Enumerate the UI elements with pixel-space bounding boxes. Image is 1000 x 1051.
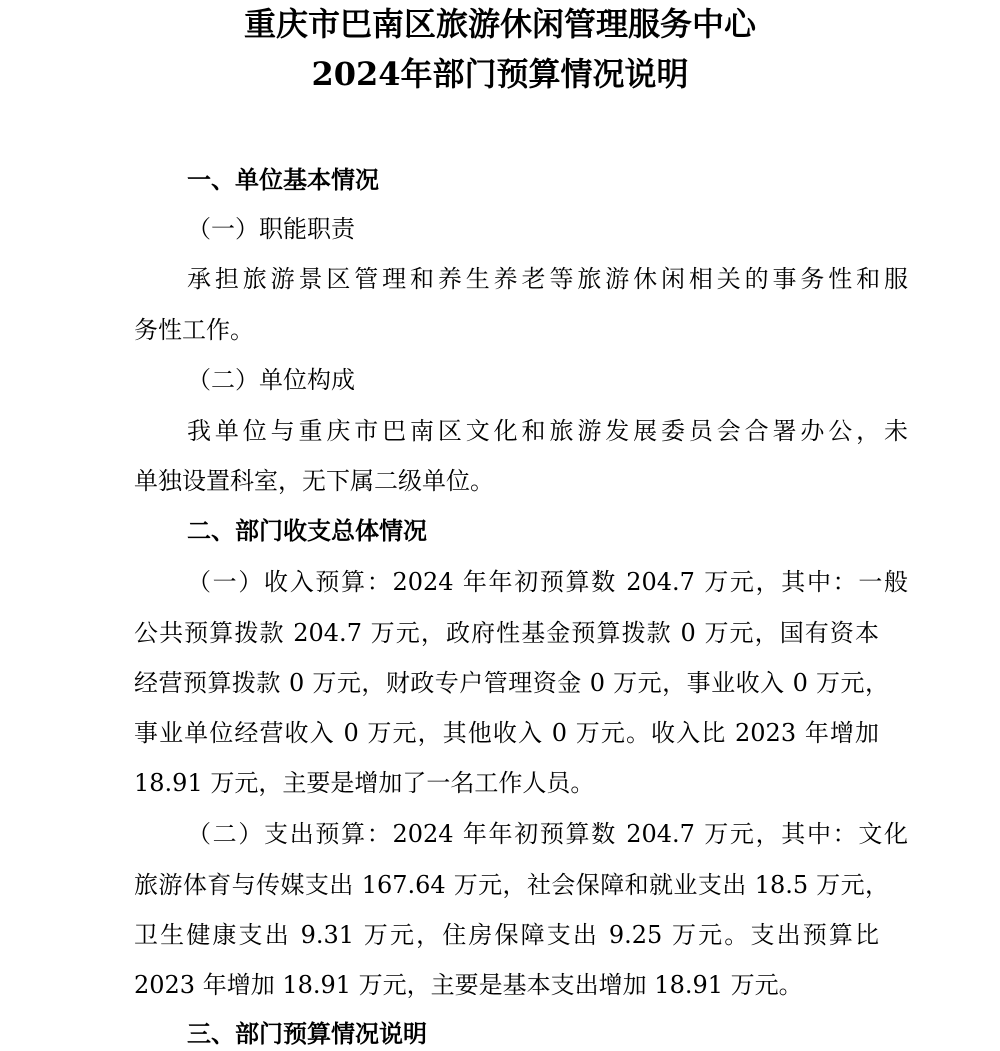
paragraph-line: 我单位与重庆市巴南区文化和旅游发展委员会合署办公，未 [187, 417, 908, 445]
document-title-line-1: 重庆市巴南区旅游休闲管理服务中心 [243, 5, 756, 43]
paragraph-line: 事业单位经营收入 0 万元，其他收入 0 万元。收入比 2023 年增加 [134, 719, 879, 747]
paragraph-line: 卫生健康支出 9.31 万元，住房保障支出 9.25 万元。支出预算比 [134, 921, 879, 949]
paragraph-line: （二）支出预算：2024 年年初预算数 204.7 万元，其中：文化 [187, 820, 908, 848]
document-title-line-2: 2024年部门预算情况说明 [311, 55, 689, 93]
section-heading-2: 二、部门收支总体情况 [187, 516, 427, 545]
paragraph-line: （一）收入预算：2024 年年初预算数 204.7 万元，其中：一般 [187, 568, 908, 596]
paragraph-line: 2023 年增加 18.91 万元，主要是基本支出增加 18.91 万元。 [134, 971, 803, 999]
subsection-heading-1-1: （一）职能职责 [187, 215, 355, 243]
paragraph-line: 承担旅游景区管理和养生养老等旅游休闲相关的事务性和服 [187, 265, 908, 293]
section-heading-3: 三、部门预算情况说明 [187, 1019, 427, 1048]
paragraph-line: 经营预算拨款 0 万元，财政专户管理资金 0 万元，事业收入 0 万元， [134, 669, 889, 697]
subsection-heading-1-2: （二）单位构成 [187, 366, 355, 394]
section-heading-1: 一、单位基本情况 [187, 165, 379, 194]
paragraph-line: 旅游体育与传媒支出 167.64 万元，社会保障和就业支出 18.5 万元， [134, 871, 889, 899]
paragraph-line: 18.91 万元，主要是增加了一名工作人员。 [134, 769, 595, 797]
paragraph-line: 务性工作。 [134, 316, 254, 344]
paragraph-line: 公共预算拨款 204.7 万元，政府性基金预算拨款 0 万元，国有资本 [134, 619, 879, 647]
paragraph-line: 单独设置科室，无下属二级单位。 [134, 467, 494, 495]
